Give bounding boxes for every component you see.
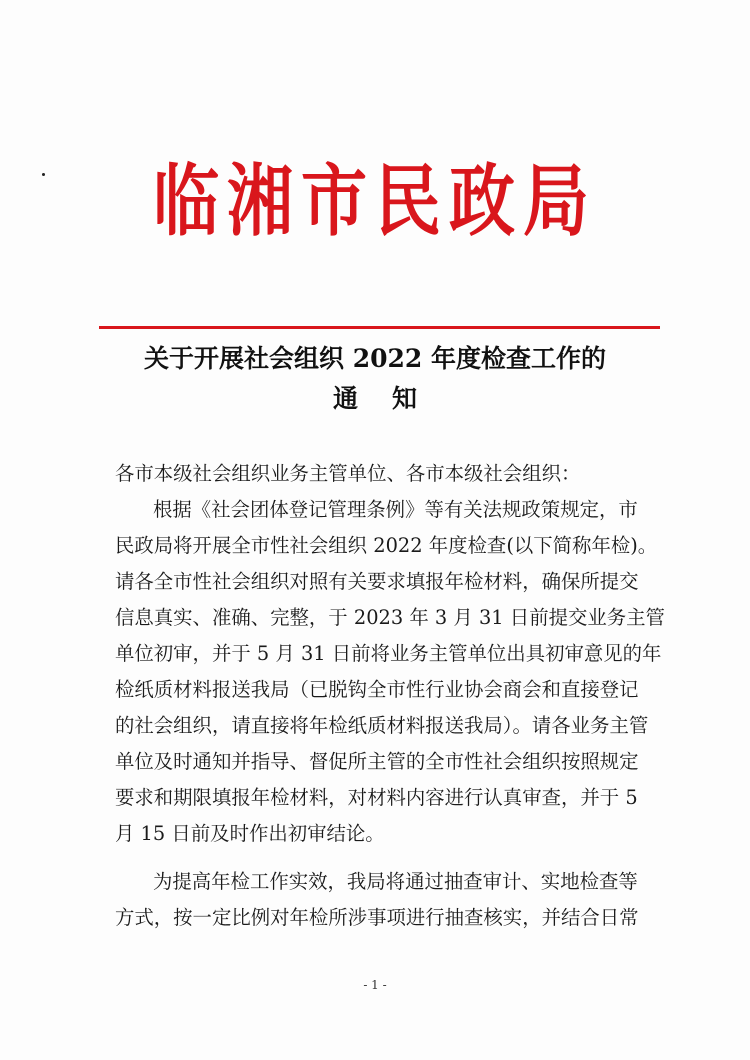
paragraph-line: 为提高年检工作实效，我局将通过抽查审计、实地检查等	[153, 870, 638, 893]
paragraph-line: 方式，按一定比例对年检所涉事项进行抽查核实，并结合日常	[115, 906, 639, 929]
paragraph-line: 单位初审，并于 5 月 31 日前将业务主管单位出具初审意见的年	[115, 642, 662, 665]
paragraph-2	[115, 864, 660, 936]
paragraph-line: 月 15 日前及时作出初审结论。	[115, 822, 385, 845]
paragraph-1	[115, 492, 665, 852]
paragraph-line: 的社会组织，请直接将年检纸质材料报送我局）。请各业务主管	[115, 714, 649, 737]
paragraph-line: 检纸质材料报送我局（已脱钩全市性行业协会商会和直接登记	[115, 678, 639, 701]
page-number: - 1 -	[363, 978, 387, 992]
paragraph-line: 单位及时通知并指导、督促所主管的全市性社会组织按照规定	[115, 750, 639, 773]
notice-title-line-1: 关于开展社会组织 2022 年度检查工作的	[144, 344, 606, 373]
salutation: 各市本级社会组织业务主管单位、各市本级社会组织：	[115, 462, 581, 485]
letterhead-red-rule	[99, 326, 660, 329]
paragraph-line: 要求和期限填报年检材料，对材料内容进行认真审查，并于 5	[115, 786, 638, 809]
notice-title-line-2: 通知	[332, 384, 451, 413]
letterhead-title: 临湘市民政局	[153, 154, 597, 248]
paragraph-line: 信息真实、准确、完整，于 2023 年 3 月 31 日前提交业务主管	[115, 606, 665, 629]
paragraph-line: 根据《社会团体登记管理条例》等有关法规政策规定，市	[153, 498, 638, 521]
paragraph-line: 民政局将开展全市性社会组织 2022 年度检查(以下简称年检)。	[115, 534, 658, 557]
paragraph-line: 请各全市性社会组织对照有关要求填报年检材料，确保所提交	[115, 570, 639, 593]
